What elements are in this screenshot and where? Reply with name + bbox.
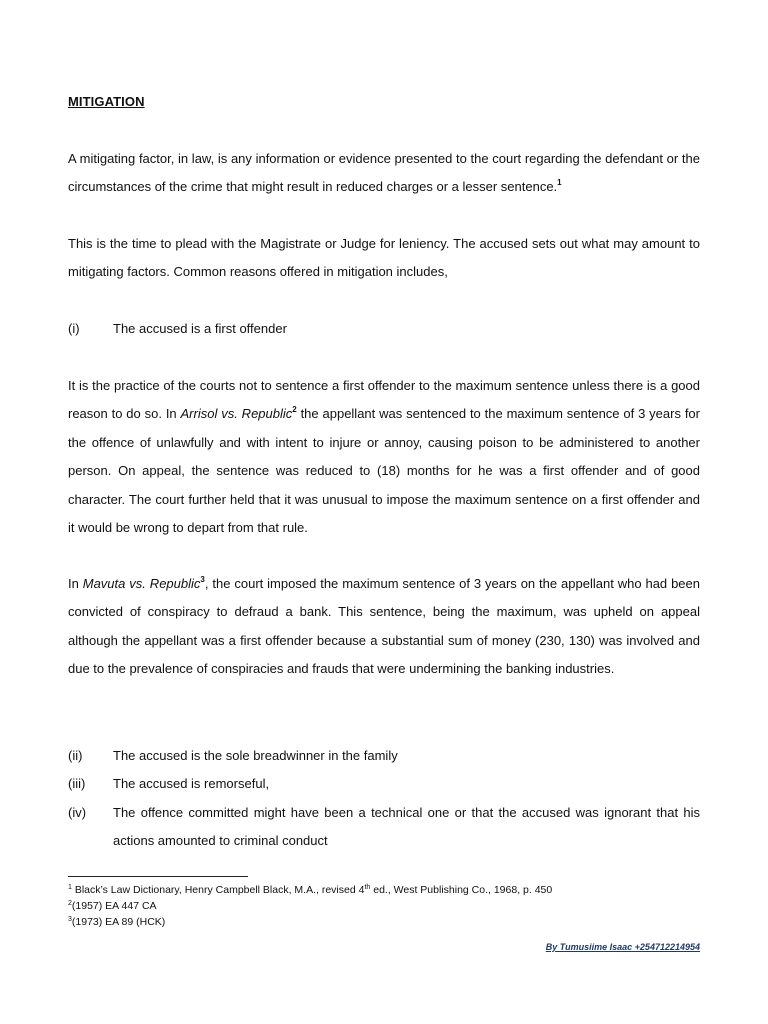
footnote-superscript: th [364,884,371,891]
list-text: The accused is a first offender [113,321,287,336]
list-item-i [68,315,700,343]
page-title: MITIGATION [68,94,145,109]
case-name-arrisol: Arrisol vs. Republic [180,406,293,422]
list-item-iv [68,799,700,856]
list-number: (i) [68,321,80,336]
paragraph-text: , the court imposed the maximum sentence of 3 years on the appellant who had been convicted of conspiracy to defraud a bank. This sentence, being the maximum, was upheld on appeal although the appellant was a first offender because a substantial sum of money (230, 130) was involved and due to the prevalence of conspiracies and frauds that were undermining the banking industries. [68,576,700,677]
paragraph-mavuta [68,570,700,684]
footnote-3 [68,915,165,929]
list-number: (iv) [68,805,87,820]
footnote-1 [68,883,552,897]
paragraph-definition [68,145,700,202]
footnote-number: 1 [68,884,72,891]
paragraph-text: It is the practice of the courts not to sentence a first offender to the maximum sentence unless there is a good reason to do so. In [68,378,700,422]
list-item-ii [68,742,700,770]
footnote-text: ed., West Publishing Co., 1968, p. 450 [370,884,553,896]
footnote-ref-3[interactable]: 3 [200,575,205,584]
footnote-number: 3 [68,916,72,923]
footnote-text: (1973) EA 89 (HCK) [71,916,166,928]
footnote-number: 2 [68,900,72,907]
list-item-iii [68,770,700,798]
footnote-text: Black’s Law Dictionary, Henry Campbell Black, M.A., revised 4 [71,884,365,896]
footnote-2 [68,899,157,913]
paragraph-first-offender [68,372,700,542]
list-number: (ii) [68,748,83,763]
footnote-text: (1957) EA 447 CA [71,900,157,912]
list-text: The accused is the sole breadwinner in the family [113,748,398,763]
list-number: (iii) [68,776,86,791]
footnote-ref-1[interactable]: 1 [557,178,562,188]
footnote-ref-2[interactable]: 2 [292,405,297,415]
case-name-mavuta: Mavuta vs. Republic [82,576,201,591]
list-text: The accused is remorseful, [113,776,270,791]
paragraph-text: A mitigating factor, in law, is any information or evidence presented to the court regarding the defendant or the circumstances of the crime that might result in reduced charges or a lesser sentence. [68,151,700,195]
paragraph-text: In [68,576,83,591]
paragraph-leniency [68,230,700,287]
paragraph-text: This is the time to plead with the Magistrate or Judge for leniency. The accused sets out what may amount to mitigating factors. Common reasons offered in mitigation includes, [68,236,700,280]
footnote-divider [68,876,248,877]
list-text: The offence committed might have been a technical one or that the accused was ignorant that his actions amounted to criminal conduct [113,805,700,849]
author-credit: By Tumusiime Isaac +254712214954 [545,942,700,952]
paragraph-text: the appellant was sentenced to the maximum sentence of 3 years for the offence of unlawfully and with intent to injure or annoy, causing poison to be administered to another person. On appeal, the sentence was reduced to (18) months for he was a first offender and of good character. The court further held that it was unusual to impose the maximum sentence on a first offender and it would be wrong to depart from that rule. [68,406,700,536]
